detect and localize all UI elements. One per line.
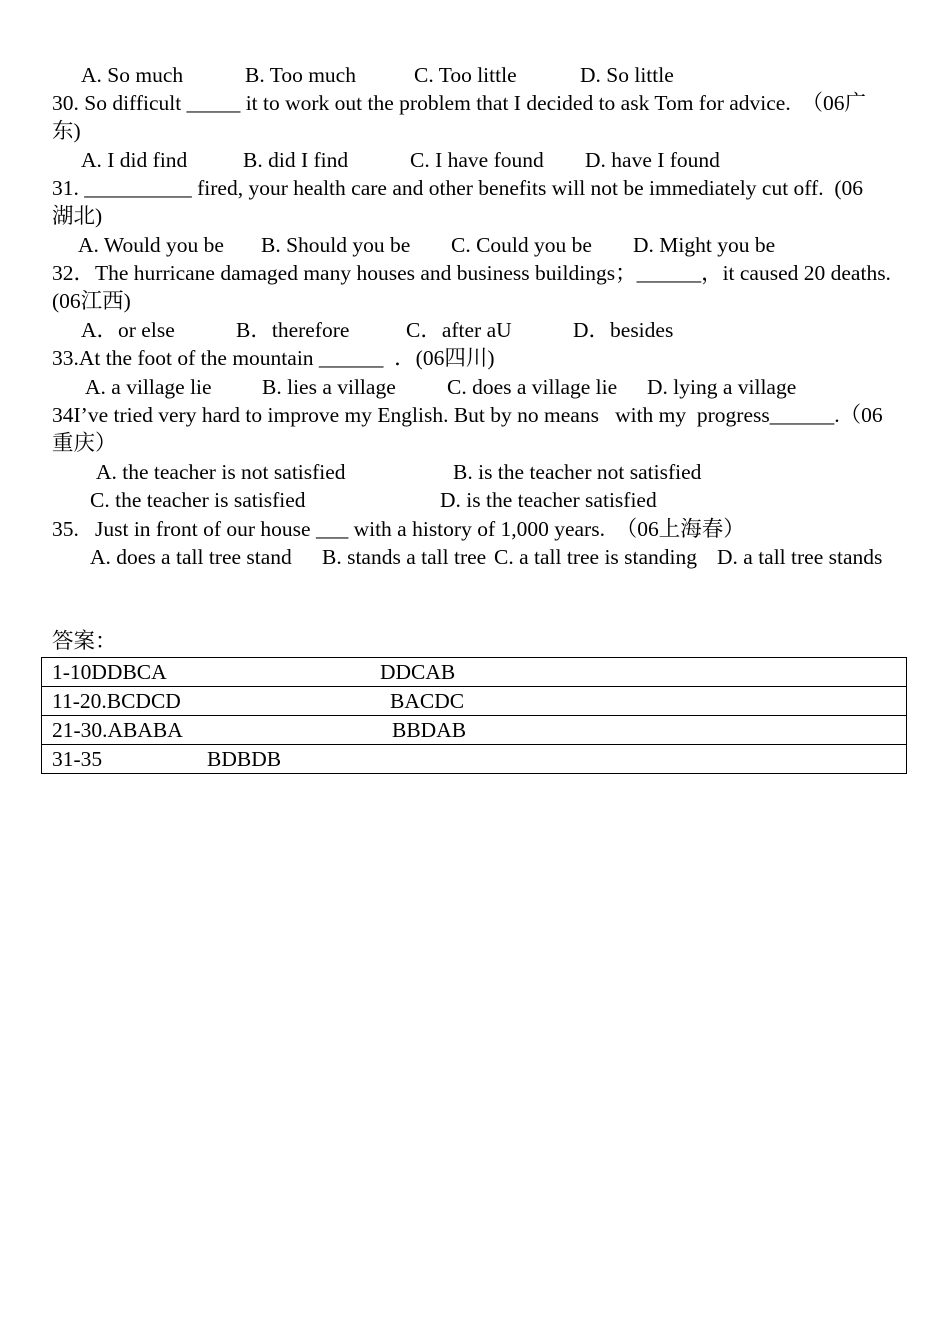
q34-option-c: C. the teacher is satisfied <box>90 488 306 512</box>
q33-option-b: B. lies a village <box>262 375 396 399</box>
answer-keys-2: BACDC <box>390 689 465 713</box>
answer-keys-3: BBDAB <box>392 718 467 742</box>
q30-option-c: C. I have found <box>410 148 544 172</box>
q32-stem-line-1 <box>0 259 950 287</box>
q30-stem-line-2 <box>0 117 950 145</box>
q31-options <box>0 231 950 259</box>
answer-table <box>41 657 907 774</box>
q30-stem-text-1: 30. So difficult _____ it to work out the problem that I decided to ask Tom for advice. （06广 <box>52 91 866 115</box>
q31-stem-text-1: 31. __________ fired, your health care and other benefits will not be immediately cut off. (06 <box>52 176 864 200</box>
q35-options <box>0 543 950 571</box>
answer-row <box>42 686 906 715</box>
q31-stem-line-1 <box>0 174 950 202</box>
q34-stem-line-2 <box>0 429 950 457</box>
q33-option-d: D. lying a village <box>647 375 797 399</box>
q30-option-a: A. I did find <box>81 148 188 172</box>
q31-option-c: C. Could you be <box>451 233 592 257</box>
q31-stem-text-2: 湖北) <box>52 204 103 228</box>
q35-stem-line-1 <box>0 515 950 543</box>
q35-option-d: D. a tall tree stands <box>717 545 883 569</box>
q32-option-c: C．after aU <box>406 318 512 342</box>
prev-option-a: A. So much <box>81 63 184 87</box>
prev-question-options <box>0 61 950 89</box>
q35-option-a: A. does a tall tree stand <box>90 545 292 569</box>
q33-option-c: C. does a village lie <box>447 375 618 399</box>
q35-option-b: B. stands a tall tree <box>322 545 487 569</box>
q33-stem-text-1: 33.At the foot of the mountain ______ ．(06四川) <box>52 346 495 370</box>
prev-option-c: C. Too little <box>414 63 517 87</box>
q30-option-b: B. did I find <box>243 148 349 172</box>
answer-range-2: 11-20.BCDCD <box>52 689 181 713</box>
q33-option-a: A. a village lie <box>85 375 212 399</box>
q30-options <box>0 146 950 174</box>
q34-options-row-2 <box>0 486 950 514</box>
q32-option-d: D．besides <box>573 318 674 342</box>
answer-row <box>42 715 906 744</box>
q33-options <box>0 373 950 401</box>
prev-option-b: B. Too much <box>245 63 356 87</box>
q30-stem-line-1 <box>0 89 950 117</box>
q32-option-a: A．or else <box>81 318 175 342</box>
answer-keys-1: DDCAB <box>380 660 456 684</box>
prev-option-d: D. So little <box>580 63 674 87</box>
q32-stem-text-1: 32．The hurricane damaged many houses and business buildings；______，it caused 20 deaths. <box>52 261 891 285</box>
answer-heading: 答案： <box>52 629 117 653</box>
q32-stem-text-2: (06江西) <box>52 289 131 313</box>
q31-option-d: D. Might you be <box>633 233 776 257</box>
answer-range-4: 31-35 <box>52 747 103 771</box>
q34-stem-text-1: 34I’ve tried very hard to improve my English. But by no means with my progress______.（06 <box>52 403 883 427</box>
q31-option-b: B. Should you be <box>261 233 411 257</box>
q32-option-b: B．therefore <box>236 318 350 342</box>
answer-keys-4: BDBDB <box>207 747 282 771</box>
q31-stem-line-2 <box>0 202 950 230</box>
answer-range-1: 1-10DDBCA <box>52 660 167 684</box>
answer-range-3: 21-30.ABABA <box>52 718 183 742</box>
q34-options-row-1 <box>0 458 950 486</box>
q30-stem-text-2: 东) <box>52 119 81 143</box>
q32-stem-line-2 <box>0 287 950 315</box>
q35-option-c: C. a tall tree is standing <box>494 545 698 569</box>
q30-option-d: D. have I found <box>585 148 720 172</box>
q35-stem-text-1: 35. Just in front of our house ___ with a history of 1,000 years. （06上海春） <box>52 517 745 541</box>
q34-option-d: D. is the teacher satisfied <box>440 488 657 512</box>
answer-row <box>42 658 906 686</box>
q31-option-a: A. Would you be <box>78 233 224 257</box>
q34-stem-text-2: 重庆） <box>52 431 117 455</box>
q33-stem-line-1 <box>0 344 950 372</box>
q34-stem-line-1 <box>0 401 950 429</box>
q32-options <box>0 316 950 344</box>
answer-row <box>42 744 906 773</box>
q34-option-b: B. is the teacher not satisfied <box>453 460 702 484</box>
q34-option-a: A. the teacher is not satisfied <box>96 460 346 484</box>
